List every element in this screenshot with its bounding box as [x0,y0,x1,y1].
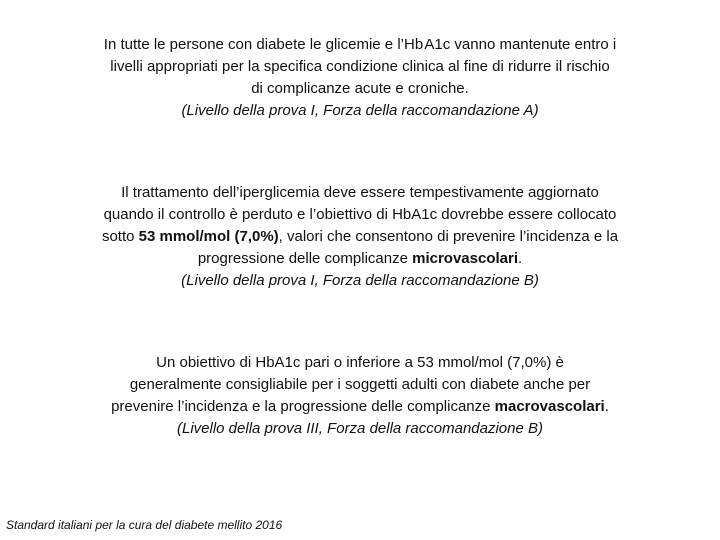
rec3-line-3-text-end: . [604,398,609,415]
rec2-target-value: 53 mmol/mol (7,0%) [138,228,279,245]
recommendation-1 [0,34,720,122]
recommendation-2 [0,182,720,292]
rec2-line-4 [0,248,720,270]
rec3-citation: (Livello della prova III, Forza della raccomandazione B) [176,420,543,437]
footer-source: Standard italiani per la cura del diabete mellito 2016 [6,518,283,532]
rec3-line-3-text: prevenire l’incidenza e la progressione delle complicanze [111,398,495,415]
rec3-line-2: generalmente consigliabile per i soggetti adulti con diabete anche per [129,376,591,393]
rec2-line-3-text-end: , valori che consentono di prevenire l’incidenza e la [278,228,619,245]
rec3-line-3 [0,396,720,418]
rec2-citation: (Livello della prova I, Forza della raccomandazione B) [181,272,539,289]
rec1-line-1: In tutte le persone con diabete le glicemie e l’Hb A1c vanno mantenute entro i [103,36,617,53]
rec2-line-3 [0,226,720,248]
rec2-line-3-text: sotto [101,228,139,245]
rec3-macrovascular: macrovascolari [494,398,605,415]
rec2-microvascular: microvascolari [412,250,519,267]
rec2-line-1: Il trattamento dell’iperglicemia deve essere tempestivamente aggiornato [121,184,599,201]
rec1-line-2: livelli appropriati per la specifica condizione clinica al fine di ridurre il rischio [110,58,610,75]
rec2-line-2: quando il controllo è perduto e l’obiettivo di HbA1c dovrebbe essere collocato [103,206,617,223]
rec2-line-4-text: progressione delle complicanze [197,250,413,267]
rec1-line-3: di complicanze acute e croniche. [251,80,469,97]
rec1-citation: (Livello della prova I, Forza della raccomandazione A) [181,102,539,119]
rec3-line-1: Un obiettivo di HbA1c pari o inferiore a 53 mmol/mol (7,0%) è [156,354,564,371]
rec2-line-4-text-end: . [518,250,523,267]
recommendation-3 [0,352,720,440]
